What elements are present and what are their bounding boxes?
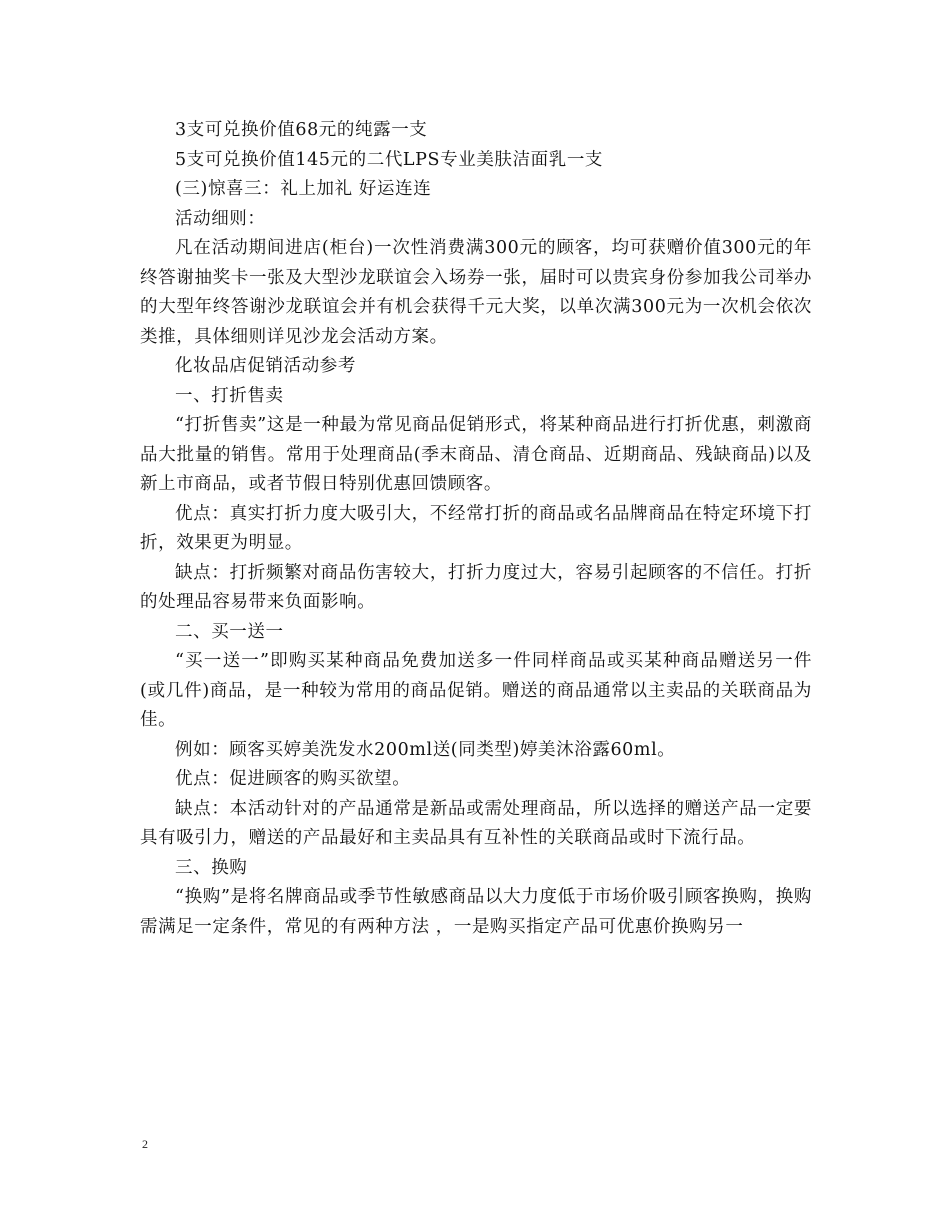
paragraph-exchange-68: 3支可兑换价值68元的纯露一支 — [175, 120, 428, 140]
section-heading-bogo: 二、买一送一 — [175, 621, 284, 642]
paragraph-exchange-desc: “换购”是将名牌商品或季节性敏感商品以大力度低于市场价吸引顾客换购，换购需满足一定条件，常见的有两种方法 ，一是购买指定产品可优惠价换购另一 — [140, 887, 812, 937]
paragraph-exchange-145: 5支可兑换价值145元的二代LPS专业美肤洁面乳一支 — [175, 149, 604, 170]
paragraph-bogo-cons: 缺点：本活动针对的产品通常是新品或需处理商品，所以选择的赠送产品一定要具有吸引力，赠送的产品最好和主卖品具有互补性的关联商品或时下流行品。 — [140, 798, 812, 848]
paragraph-discount-pros: 优点：真实打折力度大吸引大，不经常打折的商品或名品牌商品在特定环境下打折，效果更为明显。 — [140, 503, 812, 553]
paragraph-discount-cons: 缺点：打折频繁对商品伤害较大，打折力度过大，容易引起顾客的不信任。打折的处理品容易带来负面影响。 — [140, 562, 812, 612]
paragraph-discount-desc: “打折售卖”这是一种最为常见商品促销形式，将某种商品进行打折优惠，刺激商品大批量的销售。常用于处理商品(季末商品、清仓商品、近期商品、残缺商品)以及新上市商品，或者节假日特别优惠回馈顾客。 — [140, 415, 812, 494]
paragraph-surprise-three: (三)惊喜三：礼上加礼 好运连连 — [175, 179, 432, 199]
section-heading-reference: 化妆品店促销活动参考 — [175, 356, 356, 376]
paragraph-bogo-example: 例如：顾客买婷美洗发水200ml送(同类型)婷美沐浴露60ml。 — [175, 739, 676, 760]
section-heading-discount: 一、打折售卖 — [175, 385, 284, 406]
paragraph-rules-detail: 凡在活动期间进店(柜台)一次性消费满300元的顾客，均可获赠价值300元的年终答谢抽奖卡一张及大型沙龙联谊会入场券一张，届时可以贵宾身份参加我公司举办的大型年终答谢沙龙联谊会并有机会获得千元大奖，以单次满300元为一次机会依次类推，具体细则详见沙龙会活动方案。 — [140, 238, 812, 347]
body-text — [140, 116, 812, 942]
section-heading-exchange: 三、换购 — [175, 857, 248, 878]
page-number: 2 — [142, 1137, 148, 1151]
paragraph-rules-heading: 活动细则： — [175, 208, 266, 229]
paragraph-bogo-pros: 优点：促进顾客的购买欲望。 — [175, 769, 411, 789]
paragraph-bogo-desc: “买一送一”即购买某种商品免费加送多一件同样商品或买某种商品赠送另一件(或几件)商品，是一种较为常用的商品促销。赠送的商品通常以主卖品的关联商品为佳。 — [140, 651, 812, 730]
